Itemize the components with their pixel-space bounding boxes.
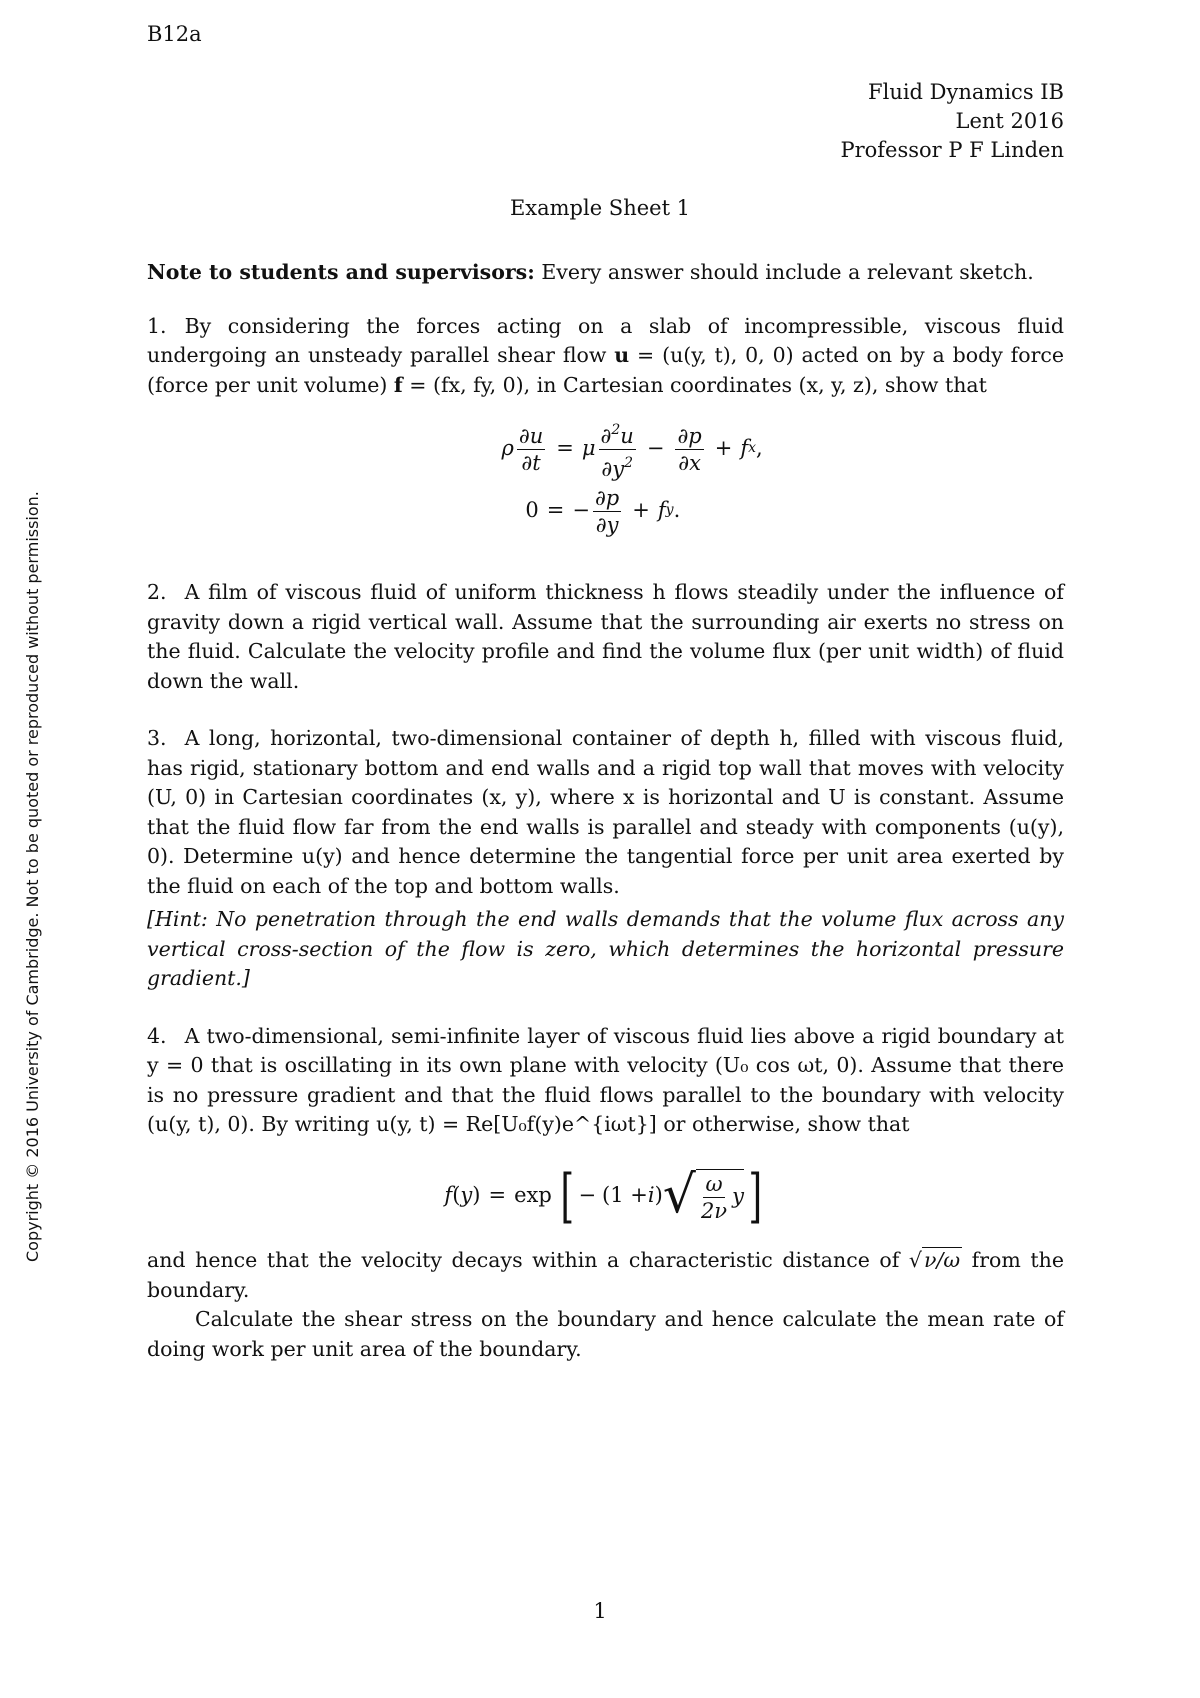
question-number: 2. (147, 580, 167, 604)
equation-row-y: 0 = − $\frac{\partial p}{\partial y}$ + f y . (525, 485, 681, 537)
note-paragraph (147, 258, 1064, 288)
question-1-text-a: By considering the forces acting on a slab of incompressible, viscous fluid undergoing an unsteady parallel shear flow (147, 313, 1064, 367)
question-4-conclusion (147, 1246, 1064, 1306)
question-2-text: A film of viscous fluid of uniform thickness h flows steadily under the influence of gravity down a rigid vertical wall. Assume that the surrounding air exerts no stress on the fluid. Calculate the velocity profile and find the volume flux (per unit width) of fluid down the wall. (147, 580, 1064, 693)
force-vector: f (393, 372, 403, 397)
velocity-vector: u (614, 343, 630, 367)
question-number: 4. (147, 1023, 167, 1048)
question-3 (147, 724, 1064, 901)
question-4 (147, 1022, 1064, 1140)
question-number: 1. (147, 313, 167, 338)
equation-row-x: ρ $\frac{\partial u}{\partial t}$ = μ $\frac{\partial^2u}{\partial y^2}$ − $\frac{\partial p}{\partial x}$ + f x , (448, 418, 762, 480)
question-3-text: A long, horizontal, two-dimensional container of depth h, filled with viscous fluid, has rigid, stationary bottom and end walls and a rigid top wall that moves with velocity (U, 0) in Cartesian coordinates (x, y), where x is horizontal and U is constant. Assume that the fluid flow far from the end walls is parallel and steady with components (u(y), 0). Determine u(y) and hence determine the tangential force per unit area exerted by the fluid on each of the top and bottom walls. (147, 726, 1064, 898)
page-number: 1 (593, 1599, 607, 1623)
note-text: Every answer should include a relevant sketch. (541, 260, 1034, 284)
sheet-title: Example Sheet 1 (509, 196, 691, 220)
copyright-notice: Copyright © 2016 University of Cambridge. Not to be quoted or reproduced without permission. (23, 491, 42, 1262)
question-1 (147, 312, 1064, 401)
equation-1 (147, 418, 1064, 542)
question-4-text: A two-dimensional, semi-infinite layer of viscous fluid lies above a rigid boundary at y = 0 that is oscillating in its own plane with velocity (U₀ cos ωt, 0). Assume that there is no pressure gradient and that the fluid flows parallel to the boundary with velocity (u(y, t), 0). By writing u(y, t) = Re[U₀f(y)e^{iωt}] or otherwise, show that (147, 1023, 1064, 1136)
sheet-content (147, 258, 1064, 1364)
equation-4: f ( y ) = exp [ − (1 + i ) √ $\frac{\omega}{2\nu}$ y ] (444, 1161, 763, 1230)
course-header (840, 78, 1064, 165)
question-1-text-b: = (u(y, t), 0, 0) acted on by a body force (force per unit volume) (147, 343, 1064, 397)
question-number: 3. (147, 726, 167, 750)
term: Lent 2016 (955, 109, 1064, 133)
note-label: Note to students and supervisors: (147, 260, 535, 284)
page-code: B12a (147, 22, 202, 46)
question-4-final: Calculate the shear stress on the boundary and hence calculate the mean rate of doing work per unit area of the boundary. (147, 1307, 1064, 1361)
question-2 (147, 578, 1064, 696)
decay-distance: √ν/ω (908, 1248, 961, 1273)
question-3-hint: [Hint: No penetration through the end walls demands that the volume flux across any vertical cross-section of the flow is zero, which determines the horizontal pressure gradient.] (147, 907, 1064, 990)
course-title: Fluid Dynamics IB (868, 80, 1064, 104)
question-4-after-b: from the boundary. (147, 1247, 1064, 1302)
lecturer: Professor P F Linden (840, 138, 1064, 162)
question-4-after-a: and hence that the velocity decays within a characteristic distance of (147, 1247, 909, 1272)
question-1-text-c: = (fx, fy, 0), in Cartesian coordinates (x, y, z), show that (402, 372, 987, 397)
